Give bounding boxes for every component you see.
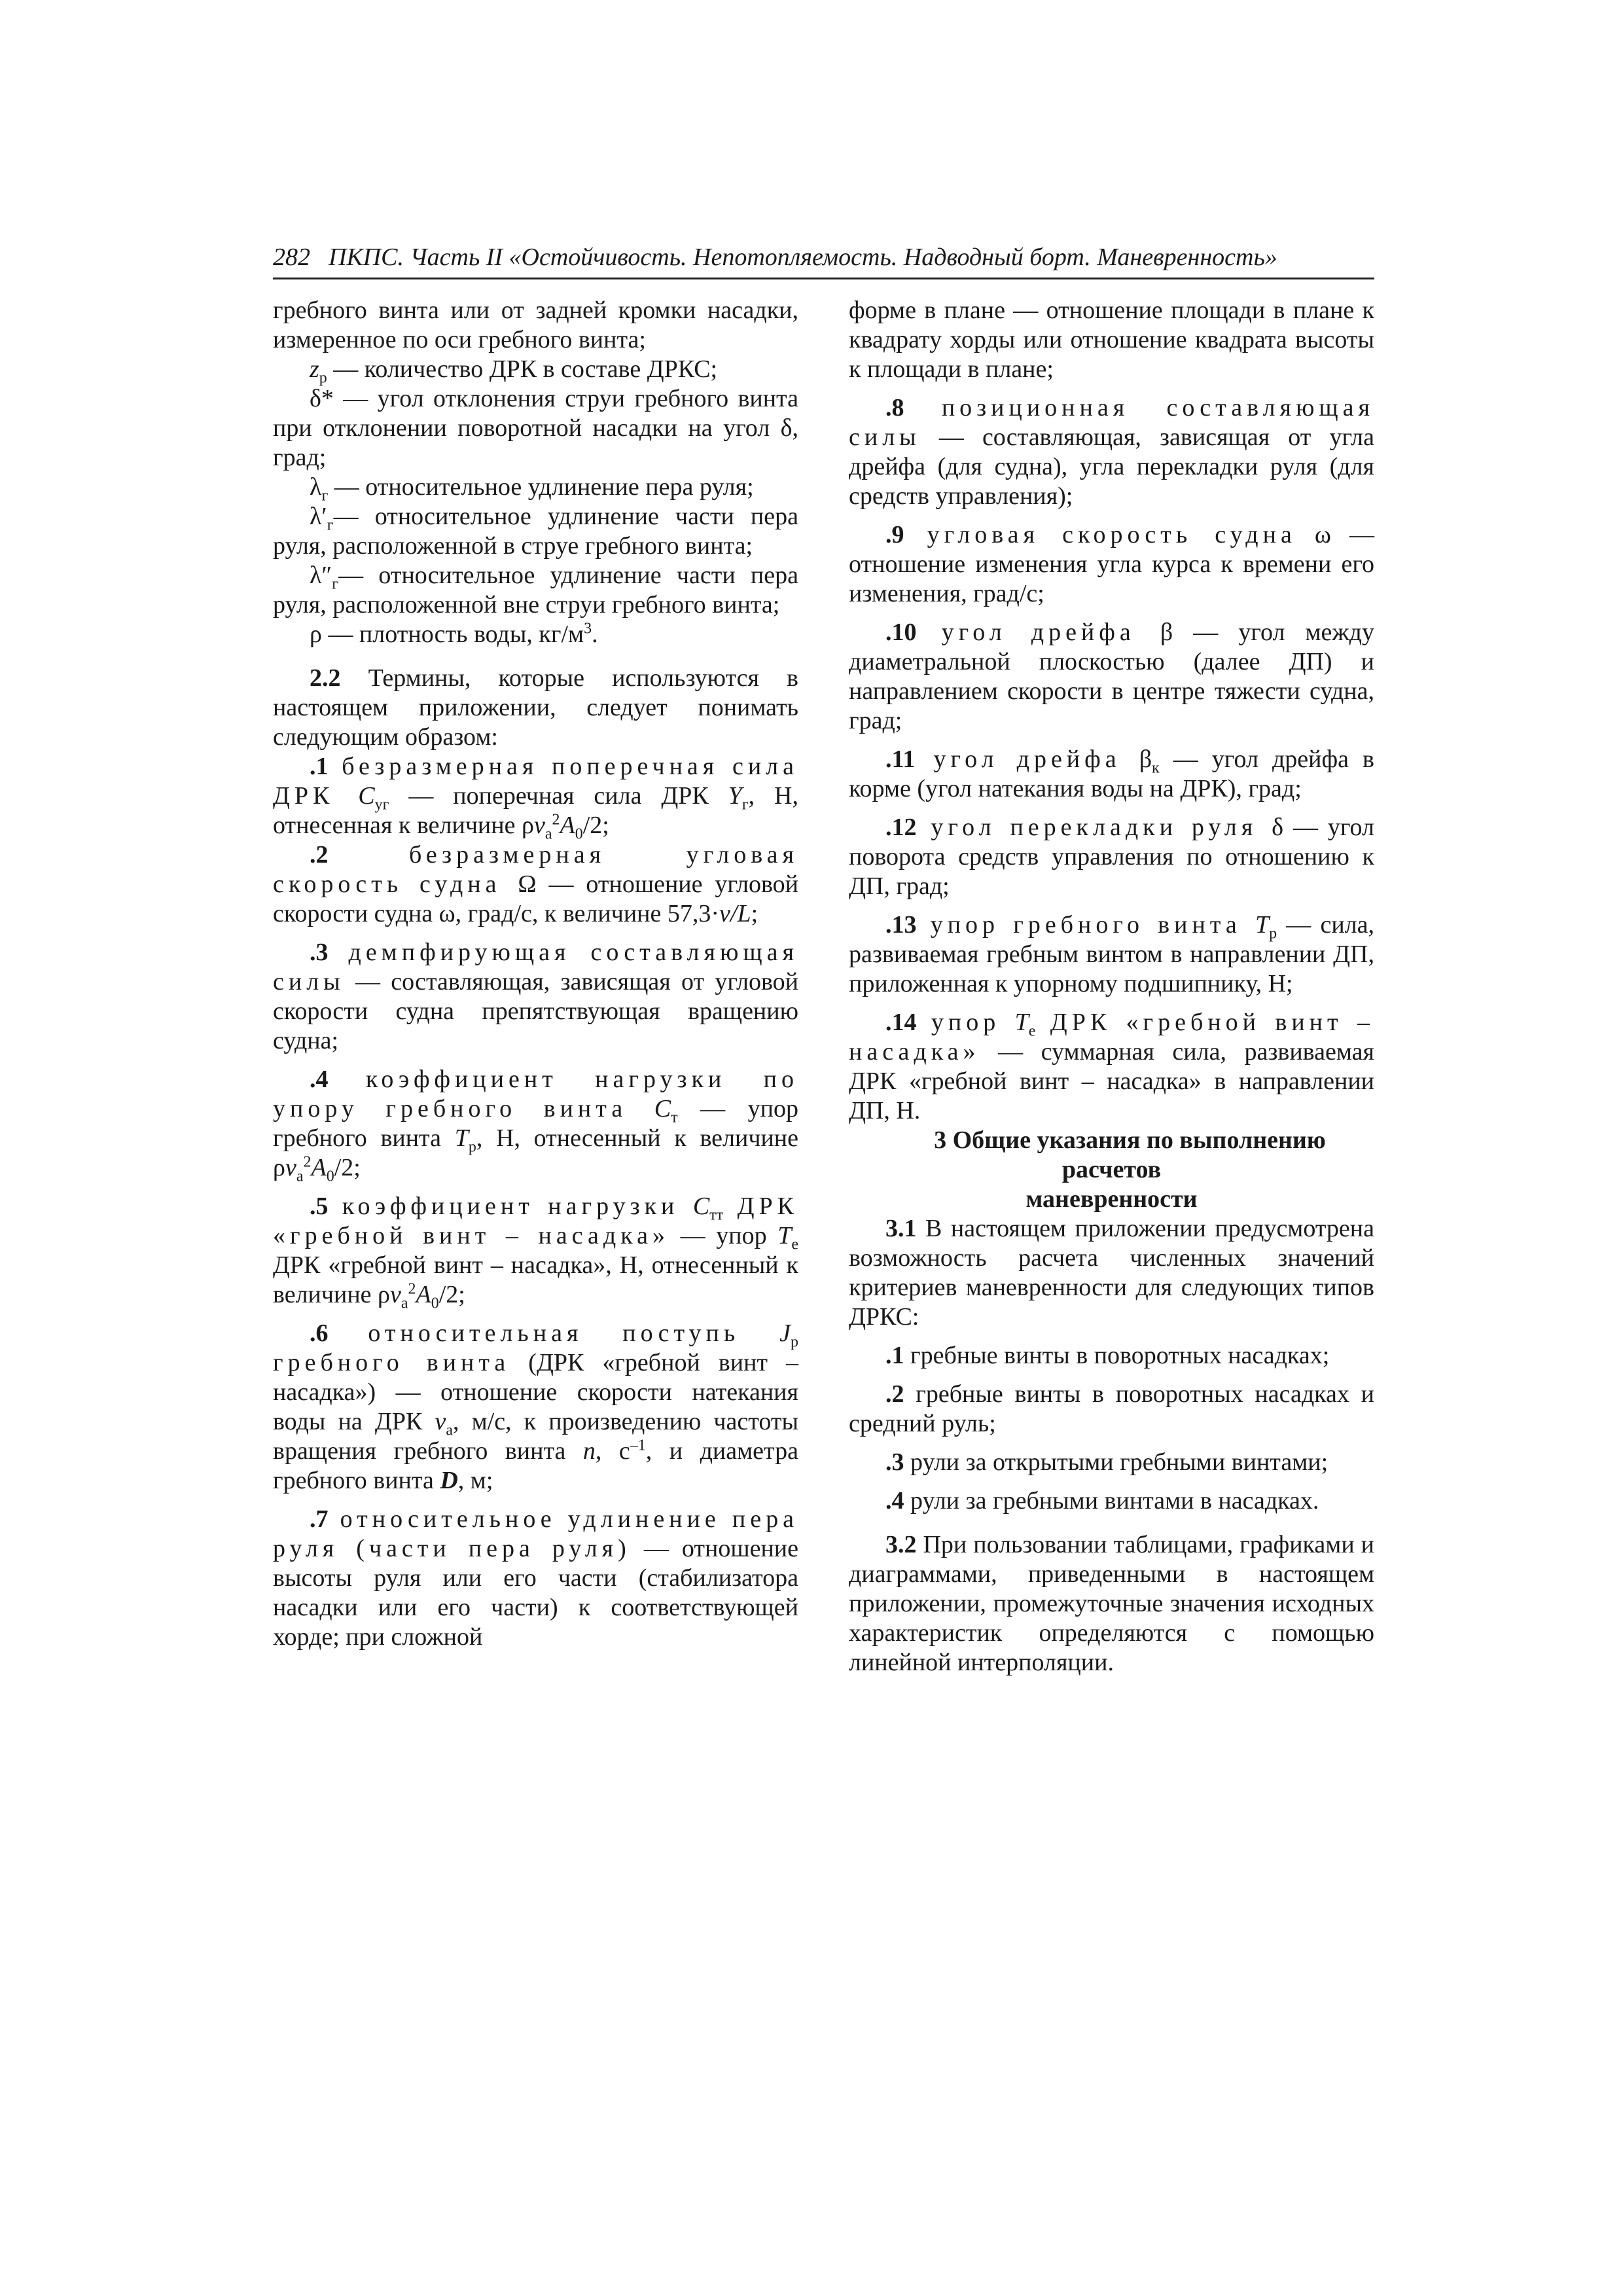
term-4: .4 коэффициент нагрузки по упору гребного винта $C_т$ — упор гребного винта $T_р$, Н, отнесенный к величине $\rho v_а^2A_0/2$; xyxy=(273,1066,798,1185)
term-7: .7 относительное удлинение пера руля (части пера руля) — отношение высоты руля или его части (стабилизатора насадки или его части) к соответствующей хорде; при сложной xyxy=(273,1505,798,1651)
definition-lambda-double-prime: $\lambda''_г—$ относительное удлинение части пера руля, расположенной вне струи гребного винта; xyxy=(273,562,798,619)
list-item: .2 гребные винты в поворотных насадках и средний руль; xyxy=(849,1380,1374,1437)
clause-3-2: 3.2 При пользовании таблицами, графиками и диаграммами, приведенными в настоящем приложении, промежуточные значения исходных характеристик определяются с помощью линейной интерполяции. xyxy=(849,1531,1374,1676)
term-12: .12 угол перекладки руля δ — угол поворота средств управления по отношению к ДП, град; xyxy=(849,814,1374,900)
term-1: .1 безразмерная поперечная сила ДРК $C_{уг}$ — поперечная сила ДРК $Y_г$, Н, отнесенная к величине $\rho v_а^2A_0/2$; xyxy=(273,753,798,843)
list-item: .1 гребные винты в поворотных насадках; xyxy=(885,1342,1330,1369)
term-6: .6 относительная поступь $J_р$ гребного винта (ДРК «гребной винт – насадка») — отношение скорости натекания воды на ДРК $v_а$, м/с, к произведению частоты вращения гребного винта n, $с^{-1}$, и диаметра гребного винта D, м; xyxy=(273,1319,799,1494)
definition-lambda-r: $\lambda_г$ — относительное удлинение пера руля; xyxy=(310,473,754,505)
clause-2-2: 2.2 Термины, которые используются в настоящем приложении, следует понимать следующим образом: xyxy=(273,664,798,751)
term-11: .11 угол дрейфа $\beta_к$ — угол дрейфа в корме (угол натекания воды на ДРК), град; xyxy=(849,745,1374,802)
term-14: .14 упор $T_е$ ДРК «гребной винт – насадка» — суммарная сила, развиваемая ДРК «гребной винт – насадка» в направлении ДП, Н. xyxy=(849,1009,1374,1124)
term-3: .3 демпфирующая составляющая силы — составляющая, зависящая от угловой скорости судна препятствующая вращению судна; xyxy=(273,939,798,1054)
definition-rho: ρ — плотность воды, $кг/м^3$. xyxy=(310,620,598,648)
running-header xyxy=(273,237,1374,279)
definition-lambda-prime: $\lambda'_г—$ относительное удлинение части пера руля, расположенной в струе гребного винта; xyxy=(273,503,798,560)
page-number: 282 xyxy=(273,243,310,271)
paragraph: форме в плане — отношение площади в плане к квадрату хорды или отношение квадрата высоты к площади в плане; xyxy=(849,296,1374,383)
term-13: .13 упор гребного винта $T_р$ — сила, развиваемая гребным винтом в направлении ДП, приложенная к упорному подшипнику, Н; xyxy=(849,911,1374,997)
left-column xyxy=(273,296,798,1652)
list-item: .3 рули за открытыми гребными винтами; xyxy=(885,1448,1329,1476)
term-9: .9 угловая скорость судна ω — отношение изменения угла курса к времени его изменения, град/с; xyxy=(849,521,1375,607)
clause-3-1: 3.1 В настоящем приложении предусмотрена возможность расчета численных значений критериев маневренности для следующих типов ДРКС: xyxy=(849,1215,1374,1331)
running-title: ПКПС. Часть II «Остойчивость. Непотопляемость. Надводный борт. Маневренность» xyxy=(329,243,1277,271)
definition-zp: $z_р$ — количество ДРК в составе ДРКС; xyxy=(310,355,718,387)
section-title: 3 Общие указания по выполнению расчетов маневренности xyxy=(934,1126,1326,1213)
term-5: .5 коэффициент нагрузки $C_{тт}$ ДРК «гребной винт – насадка» — упор $T_е$ ДРК «гребной винт – насадка», Н, отнесенный к величине $\rho v_а^2A_0/2$; xyxy=(273,1193,798,1312)
right-column xyxy=(849,296,1374,1677)
list-item: .4 рули за гребными винтами в насадках. xyxy=(885,1487,1319,1515)
paragraph: гребного винта или от задней кромки насадки, измеренное по оси гребного винта; xyxy=(273,296,798,353)
term-10: .10 угол дрейфа β — угол между диаметральной плоскостью (далее ДП) и направлением скорости в центре тяжести судна, град; xyxy=(849,619,1374,734)
term-8: .8 позиционная составляющая силы — составляющая, зависящая от угла дрейфа (для судна), угла перекладки руля (для средств управления); xyxy=(849,394,1374,510)
definition-delta-star: δ* — угол отклонения струи гребного винта при отклонении поворотной насадки на угол δ, град; xyxy=(273,385,798,471)
term-2: .2 безразмерная угловая скорость судна Ω — отношение угловой скорости судна ω, град/с, к величине 57,3·v/L; xyxy=(273,841,799,927)
